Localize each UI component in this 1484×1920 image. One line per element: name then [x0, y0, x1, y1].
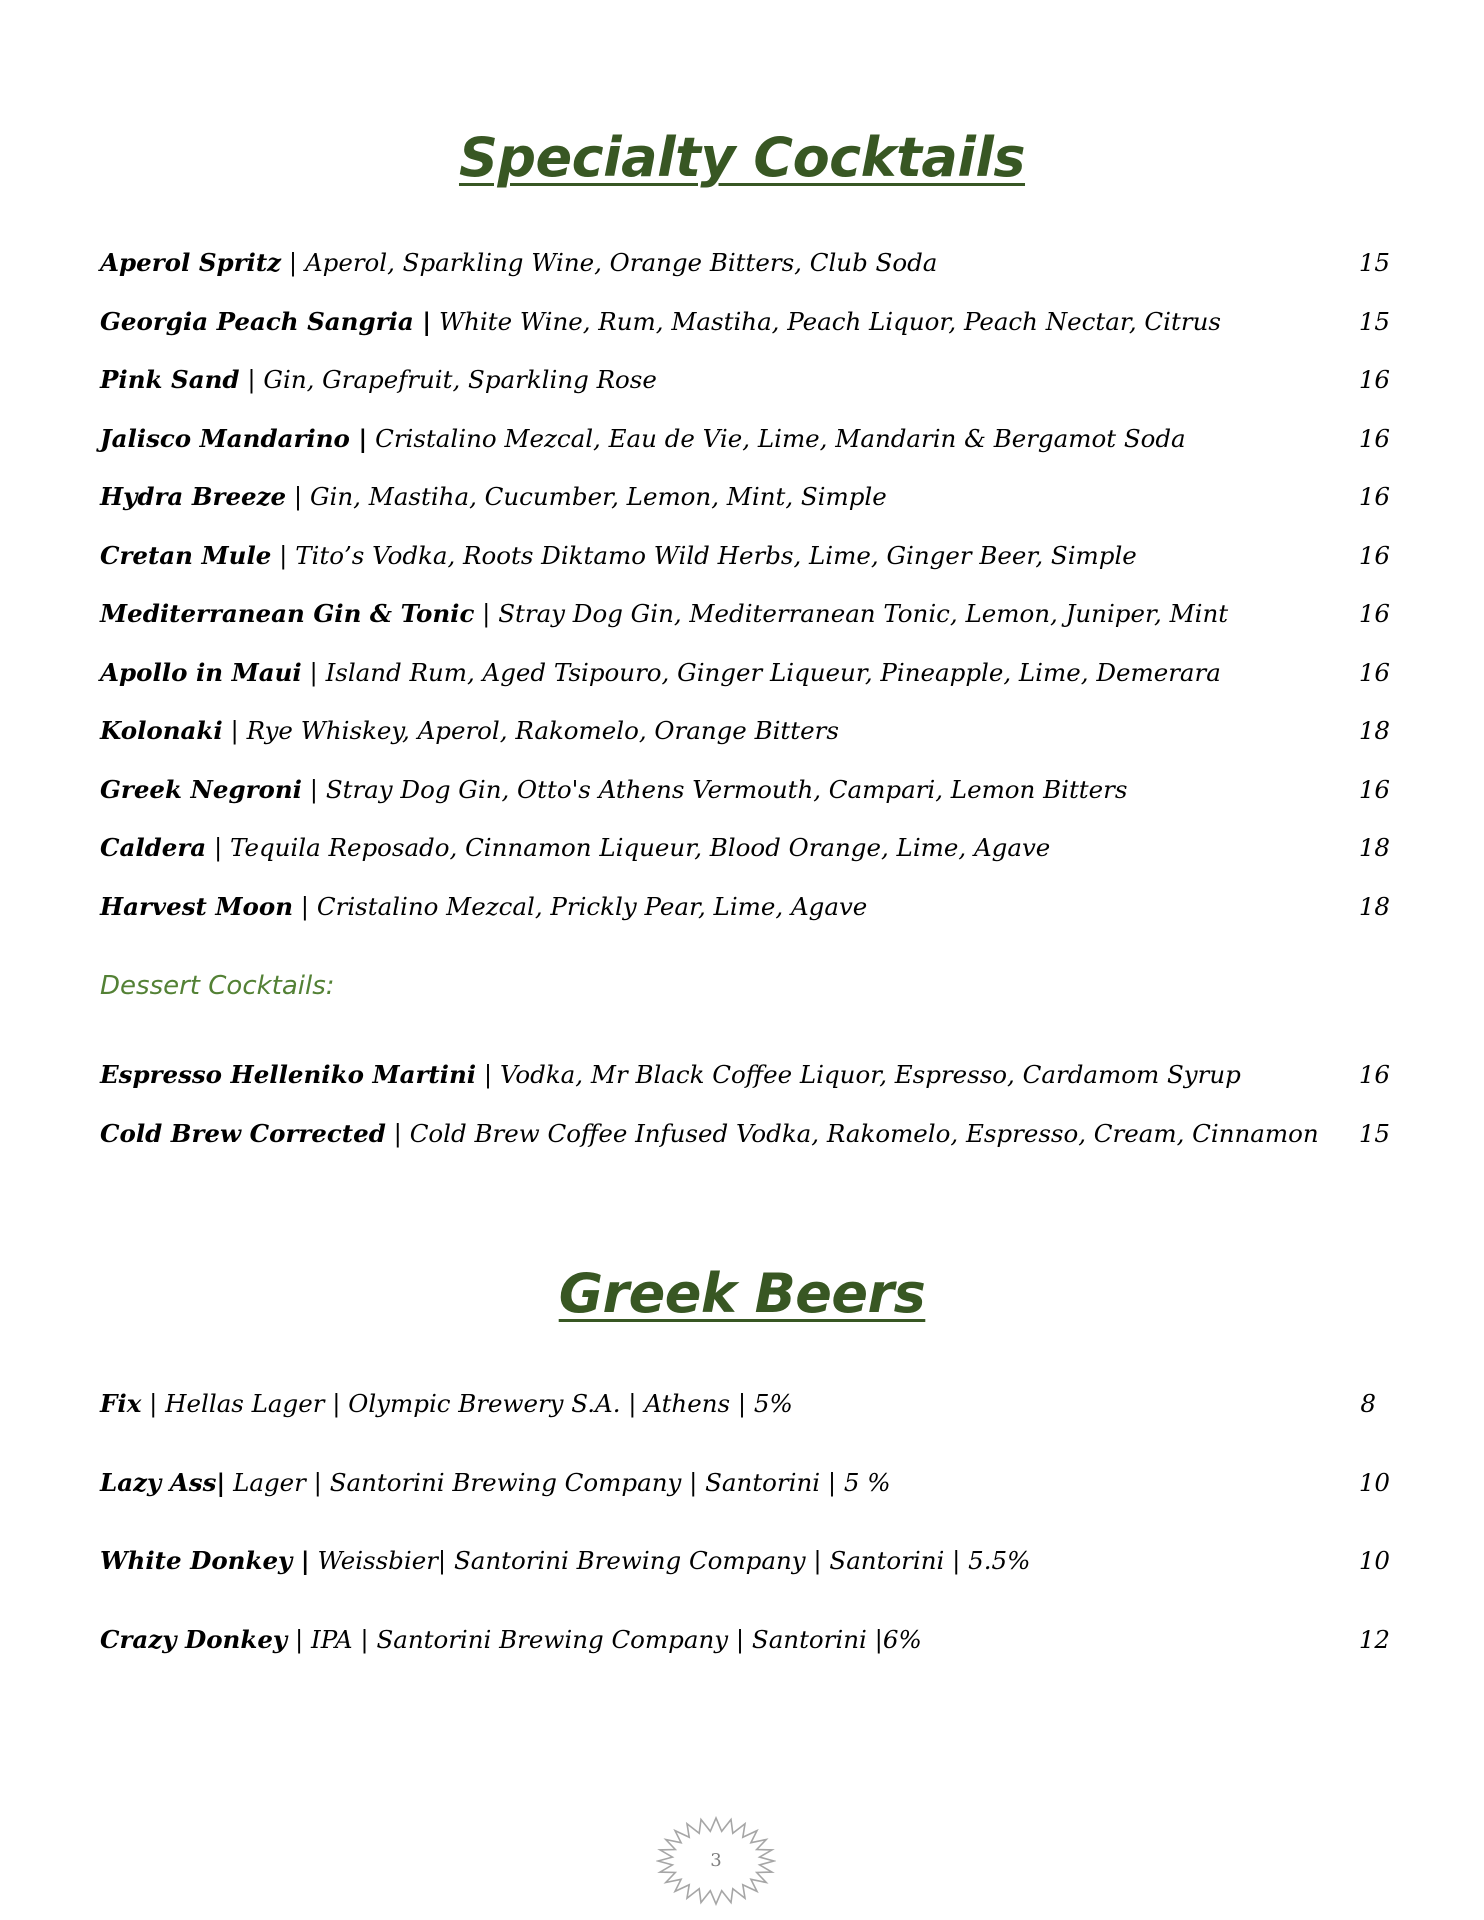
item-price: 16 — [1358, 1060, 1390, 1089]
item-description: Stray Dog Gin, Mediterranean Tonic, Lemon, Juniper, Mint — [498, 599, 1229, 628]
item-separator: | — [302, 774, 326, 804]
item-separator: | — [301, 657, 326, 687]
item-price: 18 — [1358, 716, 1390, 745]
item-description: Tito’s Vodka, Roots Diktamo Wild Herbs, Lime, Ginger Beer, Simple — [295, 540, 1137, 570]
menu-item — [100, 585, 1390, 644]
item-separator: | — [385, 1118, 410, 1148]
item-description: Stray Dog Gin, Otto's Athens Vermouth, Campari, Lemon Bitters — [325, 774, 1128, 804]
menu-item — [100, 410, 1390, 469]
item-price: 8 — [1360, 1389, 1376, 1418]
item-price: 18 — [1358, 833, 1390, 862]
menu-item — [100, 1375, 1390, 1454]
item-description: Aperol, Sparkling Wine, Orange Bitters, Club Soda — [304, 248, 938, 277]
item-price: 16 — [1358, 599, 1390, 628]
item-description: Gin, Mastiha, Cucumber, Lemon, Mint, Simple — [309, 482, 887, 511]
item-description: Lager | Santorini Brewing Company | Santorini | 5 % — [233, 1467, 891, 1497]
dessert-cocktail-list — [100, 1046, 1390, 1163]
item-name: Kolonaki — [100, 716, 223, 745]
page-number: 3 — [710, 1850, 722, 1871]
item-price: 18 — [1358, 891, 1390, 921]
item-price: 16 — [1358, 657, 1390, 687]
item-separator: | — [286, 482, 310, 511]
item-name: Crazy Donkey — [100, 1624, 288, 1654]
item-separator — [310, 1546, 318, 1575]
item-name: Pink Sand — [100, 365, 240, 394]
item-description: Weissbier| Santorini Brewing Company | Santorini | 5.5% — [317, 1546, 1031, 1575]
item-separator: | — [222, 716, 247, 745]
item-separator: | — [293, 891, 317, 921]
item-description: Hellas Lager | Olympic Brewery S.A. | Athens | 5% — [165, 1389, 793, 1418]
item-description: Gin, Grapefruit, Sparkling Rose — [263, 365, 657, 394]
item-description: Tequila Reposado, Cinnamon Liqueur, Blood Orange, Lime, Agave — [230, 833, 1051, 862]
item-price: 15 — [1358, 248, 1390, 277]
item-separator: | — [271, 540, 296, 570]
item-separator: | — [281, 248, 305, 277]
menu-item — [100, 878, 1390, 937]
item-price: 16 — [1358, 540, 1390, 570]
item-description: Rye Whiskey, Aperol, Rakomelo, Orange Bitters — [246, 716, 839, 745]
item-separator: | — [206, 833, 231, 862]
item-description: Island Rum, Aged Tsipouro, Ginger Liqueur, Pineapple, Lime, Demerara — [325, 657, 1221, 687]
menu-item — [100, 819, 1390, 878]
item-price: 16 — [1358, 482, 1390, 511]
menu-item — [100, 761, 1390, 820]
item-price: 16 — [1358, 365, 1390, 394]
item-name: Jalisco Mandarino | — [100, 423, 368, 453]
menu-item — [100, 527, 1390, 586]
item-name: Cold Brew Corrected — [100, 1118, 386, 1148]
item-price: 15 — [1358, 1118, 1390, 1148]
item-price: 10 — [1358, 1546, 1390, 1575]
item-description: IPA | Santorini Brewing Company | Santorini |6% — [311, 1624, 922, 1654]
menu-item — [100, 702, 1390, 761]
menu-item — [100, 1046, 1390, 1105]
menu-item — [100, 468, 1390, 527]
specialty-cocktails-title: Specialty Cocktails — [458, 126, 1026, 189]
item-separator — [225, 1468, 233, 1497]
item-name: Lazy Ass| — [100, 1467, 226, 1497]
item-name: Greek Negroni — [100, 774, 302, 804]
item-name: Cretan Mule — [100, 540, 272, 570]
item-separator: | — [287, 1624, 312, 1654]
item-separator: | — [141, 1389, 166, 1418]
item-price: 16 — [1358, 423, 1390, 453]
item-description: Cristalino Mezcal, Prickly Pear, Lime, Agave — [316, 891, 868, 921]
beer-list — [100, 1375, 1390, 1689]
item-name: Harvest Moon — [100, 891, 294, 921]
cocktail-list — [100, 234, 1390, 936]
item-price: 15 — [1358, 306, 1390, 336]
item-description: Cristalino Mezcal, Eau de Vie, Lime, Mandarin & Bergamot Soda — [375, 423, 1186, 453]
page-number-badge — [656, 1816, 776, 1906]
item-name: Fix — [100, 1389, 142, 1418]
item-price: 12 — [1358, 1624, 1390, 1654]
item-name: Georgia Peach Sangria | — [100, 306, 432, 336]
item-separator — [367, 424, 375, 453]
item-separator — [431, 307, 439, 336]
menu-item — [100, 1454, 1390, 1533]
item-description: White Wine, Rum, Mastiha, Peach Liquor, Peach Nectar, Citrus — [438, 306, 1221, 336]
menu-item — [100, 1105, 1390, 1164]
item-separator: | — [476, 1060, 500, 1089]
item-name: White Donkey | — [100, 1546, 310, 1575]
menu-item — [100, 351, 1390, 410]
item-description: Vodka, Mr Black Coffee Liquor, Espresso, Cardamom Syrup — [499, 1060, 1241, 1089]
item-price: 16 — [1358, 774, 1390, 804]
item-name: Mediterranean Gin & Tonic — [100, 599, 475, 628]
item-name: Hydra Breeze — [100, 482, 287, 511]
item-name: Espresso Helleniko Martini — [100, 1060, 477, 1089]
menu-item — [100, 293, 1390, 352]
menu-item — [100, 1532, 1390, 1611]
greek-beers-title: Greek Beers — [558, 1262, 926, 1325]
item-separator: | — [474, 599, 499, 628]
menu-item — [100, 644, 1390, 703]
dessert-cocktails-heading: Dessert Cocktails: — [100, 971, 335, 1001]
item-name: Caldera — [100, 833, 207, 862]
item-description: Cold Brew Coffee Infused Vodka, Rakomelo, Espresso, Cream, Cinnamon — [409, 1118, 1319, 1148]
item-price: 10 — [1358, 1467, 1390, 1497]
item-separator: | — [239, 365, 264, 394]
item-name: Apollo in Maui — [100, 657, 302, 687]
menu-item — [100, 1611, 1390, 1690]
item-name: Aperol Spritz — [100, 248, 282, 277]
menu-item — [100, 234, 1390, 293]
